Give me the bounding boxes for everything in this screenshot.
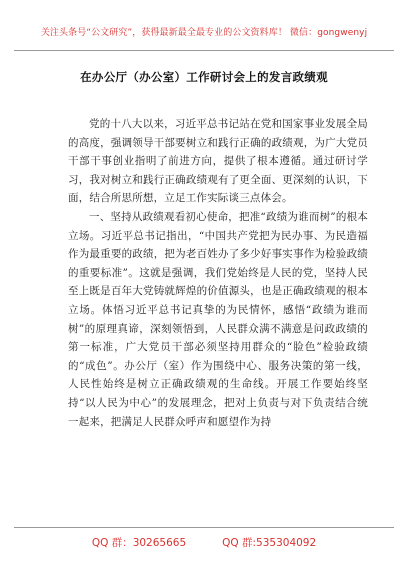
paragraph: 党的十八大以来，习近平总书记站在党和国家事业发展全局的高度，强调领导干部要树立和践行正确的政绩观，为广大党员干部干事创业指明了前进方向，提供了根本遵循。通过研讨学习，我对树立和践行正确政绩观有了更全面、更深刻的认识，下面，结合所思所想，立足工作实际谈三点体会。 [68,118,368,205]
footer [0,535,408,550]
header-note: 关注头条号“公文研究”，获得最新最全最专业的公文资料库！ 微信：gongwenyj [40,28,368,38]
paragraph: 一、坚持从政绩观看初心使命，把准“政绩为谁而树”的根本立场。习近平总书记指出，“中国共产党把为民办事、为民造福作为最重要的政绩，把为老百姓办了多少好事实事作为检验政绩的重要标准”。这就是强调，我们党始终是人民的党，坚持人民至上既是百年大党铸就辉煌的价值源头，也是正确政绩观的根本立场。体悟习近平总书记真挚的为民情怀，感悟“政绩为谁而树”的原理真谛，深刻领悟到，人民群众满不满意是问政政绩的第一标准，广大党员干部必须坚持用群众的“脸色”检验政绩的“成色”。办公厅（室）作为围绕中心、服务决策的第一线，人民性始终是树立正确政绩观的生命线。开展工作要始终坚持“以人民为中心”的发展理念，把对上负责与对下负责结合统一起来，把满足人民群众呼声和愿望作为持 [68,210,368,428]
header-divider [14,50,394,51]
document-body [68,115,368,431]
footer-qq-group-2: QQ 群:535304092 [222,537,317,549]
footer-divider [14,527,394,528]
footer-qq-group-1: QQ 群：30265665 [91,537,187,549]
document-title: 在办公厅（办公室）工作研讨会上的发言政绩观 [80,70,328,84]
